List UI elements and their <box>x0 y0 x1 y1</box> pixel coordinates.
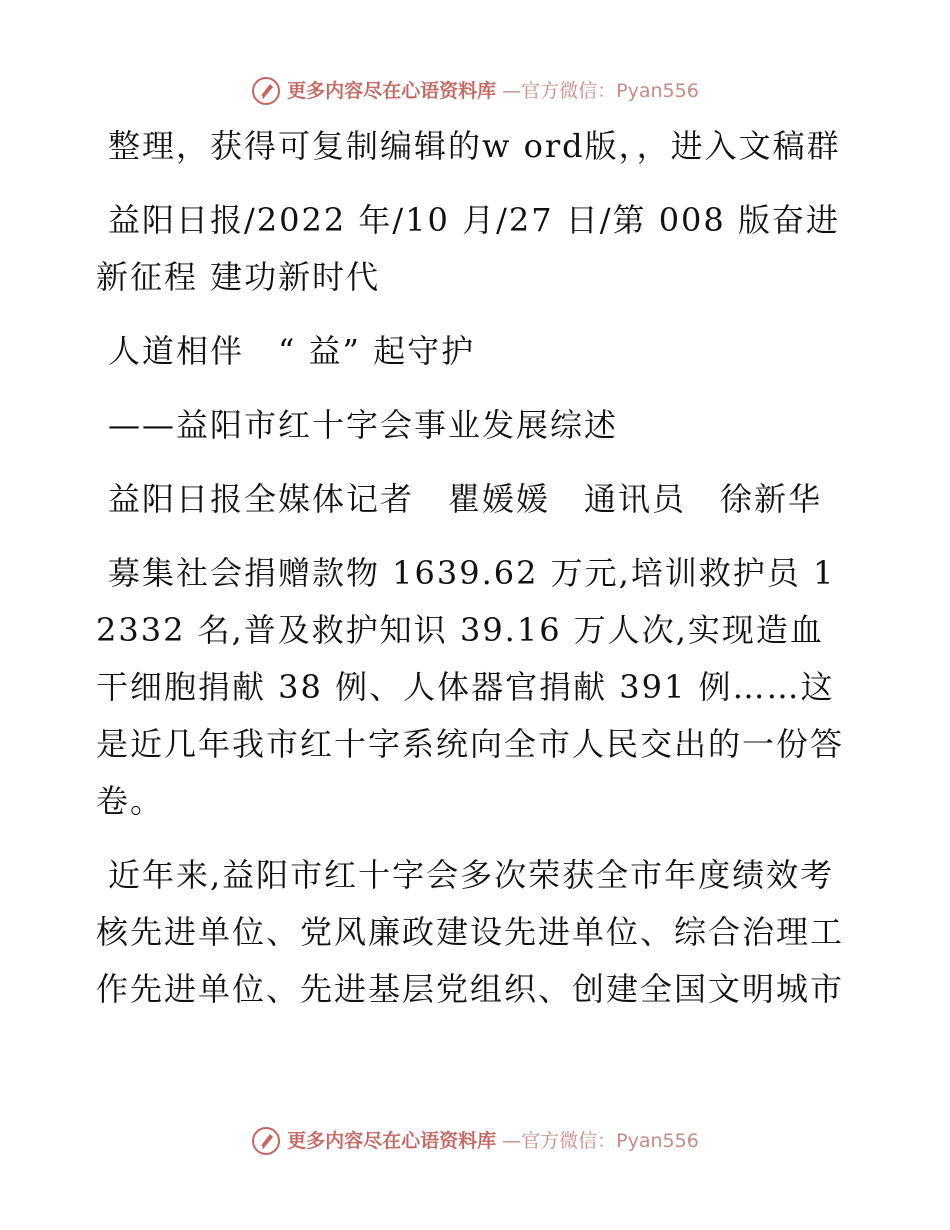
article-title: 人道相伴 “ 益” 起守护 <box>108 332 476 370</box>
header-banner <box>0 76 950 106</box>
footer-banner-title: 更多内容尽在心语资料库 <box>287 1130 497 1152</box>
pen-nib-logo-icon <box>251 1126 281 1156</box>
footer-banner <box>0 1126 950 1156</box>
header-banner-wechat: —官方微信：Pyan556 <box>502 80 699 102</box>
article-subtitle: ——益阳市红十字会事业发展综述 <box>108 406 619 444</box>
footer-banner-wechat: —官方微信：Pyan556 <box>502 1130 699 1152</box>
body-paragraph-2: 近年来,益阳市红十字会多次荣获全市年度绩效考核先进单位、党风廉政建设先进单位、综合治理工作先进单位、先进基层党组织、创建全国文明城市 <box>96 856 845 1008</box>
byline: 益阳日报全媒体记者 瞿媛媛 通讯员 徐新华 <box>108 480 823 518</box>
document-body <box>96 118 856 1018</box>
source-line: 益阳日报/2022 年/10 月/27 日/第 008 版奋进新征程 建功新时代 <box>96 201 840 296</box>
body-paragraph-1: 募集社会捐赠款物 1639.62 万元,培训救护员 12332 名,普及救护知识 39.16 万人次,实现造血干细胞捐献 38 例、人体器官捐献 391 例……这是近几年我市红十字系统向全市人民交出的一份答卷。 <box>96 554 845 820</box>
intro-paragraph: 整理，获得可复制编辑的w ord版，，进入文稿群 <box>108 127 841 165</box>
header-banner-title: 更多内容尽在心语资料库 <box>287 80 497 102</box>
pen-nib-logo-icon <box>251 76 281 106</box>
